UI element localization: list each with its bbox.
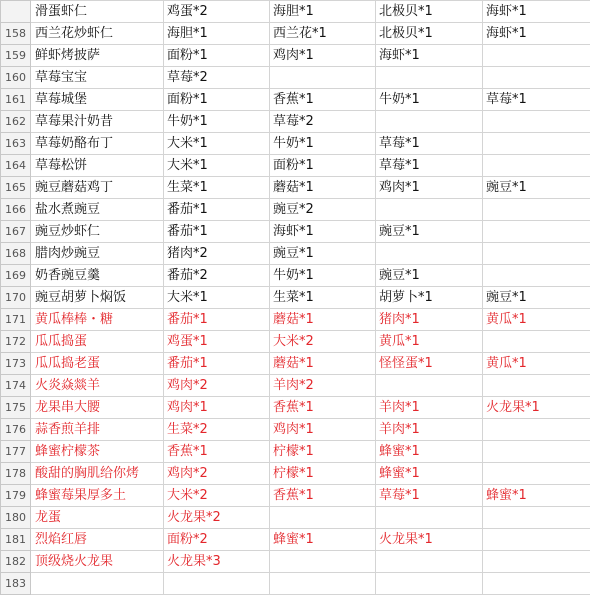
ingredient-cell[interactable]: 草莓*1 bbox=[376, 485, 483, 507]
table-row[interactable] bbox=[1, 441, 590, 463]
ingredient-cell[interactable] bbox=[483, 331, 590, 353]
recipe-name-cell[interactable]: 西兰花炒虾仁 bbox=[31, 23, 164, 45]
table-row[interactable] bbox=[1, 221, 590, 243]
ingredient-cell[interactable]: 火龙果*1 bbox=[376, 529, 483, 551]
table-row[interactable] bbox=[1, 551, 590, 573]
row-number[interactable]: 177 bbox=[1, 441, 31, 463]
row-number[interactable]: 180 bbox=[1, 507, 31, 529]
recipe-name-cell[interactable]: 奶香豌豆羹 bbox=[31, 265, 164, 287]
ingredient-cell[interactable] bbox=[270, 67, 376, 89]
recipe-name-cell[interactable]: 草莓松饼 bbox=[31, 155, 164, 177]
recipe-name-cell[interactable]: 草莓果汁奶昔 bbox=[31, 111, 164, 133]
ingredient-cell[interactable]: 蘑菇*1 bbox=[270, 353, 376, 375]
row-number[interactable]: 174 bbox=[1, 375, 31, 397]
ingredient-cell[interactable] bbox=[270, 507, 376, 529]
table-row[interactable] bbox=[1, 375, 590, 397]
recipe-name-cell[interactable]: 瓜瓜捣蛋 bbox=[31, 331, 164, 353]
row-number[interactable]: 179 bbox=[1, 485, 31, 507]
row-number[interactable]: 176 bbox=[1, 419, 31, 441]
row-number[interactable]: 166 bbox=[1, 199, 31, 221]
ingredient-cell[interactable]: 番茄*1 bbox=[164, 353, 270, 375]
row-number[interactable]: 182 bbox=[1, 551, 31, 573]
ingredient-cell[interactable] bbox=[376, 199, 483, 221]
ingredient-cell[interactable]: 面粉*1 bbox=[270, 155, 376, 177]
recipe-name-cell[interactable]: 蜂蜜莓果厚多土 bbox=[31, 485, 164, 507]
recipe-name-cell[interactable]: 草莓奶酪布丁 bbox=[31, 133, 164, 155]
recipe-name-cell[interactable]: 黄瓜棒棒・糖 bbox=[31, 309, 164, 331]
ingredient-cell[interactable] bbox=[376, 507, 483, 529]
recipe-name-cell[interactable]: 滑蛋虾仁 bbox=[31, 1, 164, 23]
ingredient-cell[interactable]: 北极贝*1 bbox=[376, 1, 483, 23]
table-row[interactable] bbox=[1, 111, 590, 133]
ingredient-cell[interactable]: 鸡肉*1 bbox=[270, 419, 376, 441]
table-row[interactable] bbox=[1, 67, 590, 89]
ingredient-cell[interactable]: 火龙果*2 bbox=[164, 507, 270, 529]
recipe-name-cell[interactable]: 蒜香煎羊排 bbox=[31, 419, 164, 441]
table-row[interactable] bbox=[1, 331, 590, 353]
ingredient-cell[interactable]: 牛奶*1 bbox=[270, 133, 376, 155]
recipe-name-cell[interactable]: 瓜瓜捣老蛋 bbox=[31, 353, 164, 375]
ingredient-cell[interactable]: 蜂蜜*1 bbox=[270, 529, 376, 551]
ingredient-cell[interactable]: 香蕉*1 bbox=[164, 441, 270, 463]
ingredient-cell[interactable]: 鸡肉*1 bbox=[164, 397, 270, 419]
ingredient-cell[interactable]: 猪肉*1 bbox=[376, 309, 483, 331]
ingredient-cell[interactable]: 草莓*1 bbox=[483, 89, 590, 111]
table-row[interactable] bbox=[1, 287, 590, 309]
table-row[interactable] bbox=[1, 89, 590, 111]
table-row[interactable] bbox=[1, 265, 590, 287]
ingredient-cell[interactable]: 怪怪蛋*1 bbox=[376, 353, 483, 375]
ingredient-cell[interactable]: 草莓*2 bbox=[164, 67, 270, 89]
ingredient-cell[interactable]: 牛奶*1 bbox=[376, 89, 483, 111]
ingredient-cell[interactable] bbox=[483, 529, 590, 551]
ingredient-cell[interactable]: 鸡蛋*2 bbox=[164, 1, 270, 23]
recipe-name-cell[interactable]: 草莓宝宝 bbox=[31, 67, 164, 89]
table-row[interactable] bbox=[1, 243, 590, 265]
row-number[interactable]: 173 bbox=[1, 353, 31, 375]
ingredient-cell[interactable]: 豌豆*1 bbox=[483, 177, 590, 199]
table-row[interactable] bbox=[1, 529, 590, 551]
ingredient-cell[interactable]: 大米*2 bbox=[270, 331, 376, 353]
table-row[interactable] bbox=[1, 45, 590, 67]
ingredient-cell[interactable] bbox=[270, 551, 376, 573]
recipe-name-cell[interactable]: 豌豆蘑菇鸡丁 bbox=[31, 177, 164, 199]
row-number[interactable] bbox=[1, 1, 31, 23]
ingredient-cell[interactable] bbox=[483, 375, 590, 397]
ingredient-cell[interactable]: 猪肉*2 bbox=[164, 243, 270, 265]
row-number[interactable]: 168 bbox=[1, 243, 31, 265]
ingredient-cell[interactable]: 豌豆*2 bbox=[270, 199, 376, 221]
row-number[interactable]: 171 bbox=[1, 309, 31, 331]
ingredient-cell[interactable]: 海胆*1 bbox=[270, 1, 376, 23]
row-number[interactable]: 158 bbox=[1, 23, 31, 45]
ingredient-cell[interactable] bbox=[376, 111, 483, 133]
ingredient-cell[interactable]: 黄瓜*1 bbox=[483, 309, 590, 331]
recipe-name-cell[interactable]: 龙蛋 bbox=[31, 507, 164, 529]
ingredient-cell[interactable]: 面粉*1 bbox=[164, 45, 270, 67]
row-number[interactable]: 169 bbox=[1, 265, 31, 287]
ingredient-cell[interactable]: 豌豆*1 bbox=[270, 243, 376, 265]
ingredient-cell[interactable]: 蜂蜜*1 bbox=[483, 485, 590, 507]
recipe-table-body bbox=[1, 1, 590, 595]
ingredient-cell[interactable]: 生菜*2 bbox=[164, 419, 270, 441]
row-number[interactable]: 181 bbox=[1, 529, 31, 551]
ingredient-cell[interactable]: 羊肉*1 bbox=[376, 419, 483, 441]
ingredient-cell[interactable]: 番茄*2 bbox=[164, 265, 270, 287]
ingredient-cell[interactable]: 草莓*1 bbox=[376, 155, 483, 177]
ingredient-cell[interactable]: 番茄*1 bbox=[164, 309, 270, 331]
ingredient-cell[interactable]: 豌豆*1 bbox=[483, 287, 590, 309]
recipe-name-cell[interactable]: 草莓城堡 bbox=[31, 89, 164, 111]
recipe-name-cell[interactable]: 蜂蜜柠檬茶 bbox=[31, 441, 164, 463]
recipe-name-cell[interactable]: 豌豆胡萝卜焖饭 bbox=[31, 287, 164, 309]
row-number[interactable]: 167 bbox=[1, 221, 31, 243]
ingredient-cell[interactable]: 香蕉*1 bbox=[270, 89, 376, 111]
row-number[interactable]: 172 bbox=[1, 331, 31, 353]
table-row[interactable] bbox=[1, 507, 590, 529]
row-number[interactable]: 164 bbox=[1, 155, 31, 177]
ingredient-cell[interactable] bbox=[376, 551, 483, 573]
ingredient-cell[interactable]: 海胆*1 bbox=[164, 23, 270, 45]
recipe-name-cell[interactable]: 豌豆炒虾仁 bbox=[31, 221, 164, 243]
ingredient-cell[interactable]: 大米*1 bbox=[164, 155, 270, 177]
table-row[interactable] bbox=[1, 353, 590, 375]
table-row[interactable] bbox=[1, 155, 590, 177]
recipe-name-cell[interactable]: 盐水煮豌豆 bbox=[31, 199, 164, 221]
table-row[interactable] bbox=[1, 419, 590, 441]
ingredient-cell[interactable] bbox=[270, 573, 376, 595]
ingredient-cell[interactable] bbox=[483, 133, 590, 155]
ingredient-cell[interactable] bbox=[376, 375, 483, 397]
ingredient-cell[interactable] bbox=[376, 573, 483, 595]
ingredient-cell[interactable]: 柠檬*1 bbox=[270, 463, 376, 485]
row-number[interactable]: 161 bbox=[1, 89, 31, 111]
ingredient-cell[interactable]: 鸡肉*1 bbox=[270, 45, 376, 67]
ingredient-cell[interactable]: 鸡肉*2 bbox=[164, 463, 270, 485]
ingredient-cell[interactable] bbox=[483, 441, 590, 463]
ingredient-cell[interactable]: 胡萝卜*1 bbox=[376, 287, 483, 309]
table-row[interactable] bbox=[1, 1, 590, 23]
ingredient-cell[interactable] bbox=[483, 155, 590, 177]
ingredient-cell[interactable]: 鸡肉*2 bbox=[164, 375, 270, 397]
ingredient-cell[interactable]: 蜂蜜*1 bbox=[376, 463, 483, 485]
ingredient-cell[interactable] bbox=[483, 243, 590, 265]
ingredient-cell[interactable] bbox=[483, 463, 590, 485]
recipe-name-cell[interactable]: 腊肉炒豌豆 bbox=[31, 243, 164, 265]
ingredient-cell[interactable]: 生菜*1 bbox=[270, 287, 376, 309]
row-number[interactable]: 178 bbox=[1, 463, 31, 485]
row-number[interactable]: 162 bbox=[1, 111, 31, 133]
ingredient-cell[interactable]: 豌豆*1 bbox=[376, 265, 483, 287]
ingredient-cell[interactable] bbox=[483, 507, 590, 529]
ingredient-cell[interactable] bbox=[483, 199, 590, 221]
ingredient-cell[interactable] bbox=[483, 573, 590, 595]
ingredient-cell[interactable] bbox=[483, 111, 590, 133]
ingredient-cell[interactable]: 草莓*2 bbox=[270, 111, 376, 133]
ingredient-cell[interactable]: 海虾*1 bbox=[483, 23, 590, 45]
row-number[interactable]: 159 bbox=[1, 45, 31, 67]
ingredient-cell[interactable] bbox=[483, 265, 590, 287]
recipe-name-cell[interactable] bbox=[31, 573, 164, 595]
ingredient-cell[interactable]: 羊肉*1 bbox=[376, 397, 483, 419]
ingredient-cell[interactable]: 海虾*1 bbox=[376, 45, 483, 67]
ingredient-cell[interactable]: 黄瓜*1 bbox=[376, 331, 483, 353]
ingredient-cell[interactable]: 黄瓜*1 bbox=[483, 353, 590, 375]
table-row[interactable] bbox=[1, 573, 590, 595]
ingredient-cell[interactable]: 大米*1 bbox=[164, 133, 270, 155]
recipe-name-cell[interactable]: 火炎焱燚羊 bbox=[31, 375, 164, 397]
ingredient-cell[interactable]: 豌豆*1 bbox=[376, 221, 483, 243]
table-row[interactable] bbox=[1, 199, 590, 221]
ingredient-cell[interactable]: 面粉*1 bbox=[164, 89, 270, 111]
row-number[interactable]: 163 bbox=[1, 133, 31, 155]
ingredient-cell[interactable]: 牛奶*1 bbox=[164, 111, 270, 133]
ingredient-cell[interactable] bbox=[483, 67, 590, 89]
recipe-name-cell[interactable]: 鲜虾烤披萨 bbox=[31, 45, 164, 67]
table-row[interactable] bbox=[1, 133, 590, 155]
row-number[interactable]: 175 bbox=[1, 397, 31, 419]
ingredient-cell[interactable]: 火龙果*3 bbox=[164, 551, 270, 573]
ingredient-cell[interactable]: 面粉*2 bbox=[164, 529, 270, 551]
ingredient-cell[interactable]: 柠檬*1 bbox=[270, 441, 376, 463]
row-number[interactable]: 183 bbox=[1, 573, 31, 595]
ingredient-cell[interactable] bbox=[376, 67, 483, 89]
ingredient-cell[interactable]: 蜂蜜*1 bbox=[376, 441, 483, 463]
table-row[interactable] bbox=[1, 309, 590, 331]
ingredient-cell[interactable]: 牛奶*1 bbox=[270, 265, 376, 287]
ingredient-cell[interactable]: 羊肉*2 bbox=[270, 375, 376, 397]
recipe-name-cell[interactable]: 酸甜的胸肌给你烤 bbox=[31, 463, 164, 485]
ingredient-cell[interactable]: 海虾*1 bbox=[270, 221, 376, 243]
table-row[interactable] bbox=[1, 397, 590, 419]
table-row[interactable] bbox=[1, 463, 590, 485]
ingredient-cell[interactable] bbox=[483, 221, 590, 243]
ingredient-cell[interactable]: 北极贝*1 bbox=[376, 23, 483, 45]
ingredient-cell[interactable]: 鸡肉*1 bbox=[376, 177, 483, 199]
ingredient-cell[interactable]: 蘑菇*1 bbox=[270, 177, 376, 199]
ingredient-cell[interactable]: 大米*1 bbox=[164, 287, 270, 309]
ingredient-cell[interactable]: 香蕉*1 bbox=[270, 397, 376, 419]
ingredient-cell[interactable]: 鸡蛋*1 bbox=[164, 331, 270, 353]
row-number[interactable]: 160 bbox=[1, 67, 31, 89]
ingredient-cell[interactable]: 蘑菇*1 bbox=[270, 309, 376, 331]
ingredient-cell[interactable] bbox=[164, 573, 270, 595]
ingredient-cell[interactable]: 番茄*1 bbox=[164, 199, 270, 221]
ingredient-cell[interactable] bbox=[483, 551, 590, 573]
ingredient-cell[interactable]: 草莓*1 bbox=[376, 133, 483, 155]
recipe-name-cell[interactable]: 顶级烧火龙果 bbox=[31, 551, 164, 573]
ingredient-cell[interactable]: 海虾*1 bbox=[483, 1, 590, 23]
recipe-name-cell[interactable]: 龙果串大腰 bbox=[31, 397, 164, 419]
ingredient-cell[interactable] bbox=[483, 45, 590, 67]
ingredient-cell[interactable]: 生菜*1 bbox=[164, 177, 270, 199]
ingredient-cell[interactable]: 番茄*1 bbox=[164, 221, 270, 243]
table-row[interactable] bbox=[1, 485, 590, 507]
table-row[interactable] bbox=[1, 177, 590, 199]
ingredient-cell[interactable]: 西兰花*1 bbox=[270, 23, 376, 45]
table-row[interactable] bbox=[1, 23, 590, 45]
ingredient-cell[interactable] bbox=[376, 243, 483, 265]
ingredient-cell[interactable]: 大米*2 bbox=[164, 485, 270, 507]
row-number[interactable]: 165 bbox=[1, 177, 31, 199]
row-number[interactable]: 170 bbox=[1, 287, 31, 309]
ingredient-cell[interactable]: 香蕉*1 bbox=[270, 485, 376, 507]
ingredient-cell[interactable] bbox=[483, 419, 590, 441]
recipe-name-cell[interactable]: 烈焰红唇 bbox=[31, 529, 164, 551]
ingredient-cell[interactable]: 火龙果*1 bbox=[483, 397, 590, 419]
